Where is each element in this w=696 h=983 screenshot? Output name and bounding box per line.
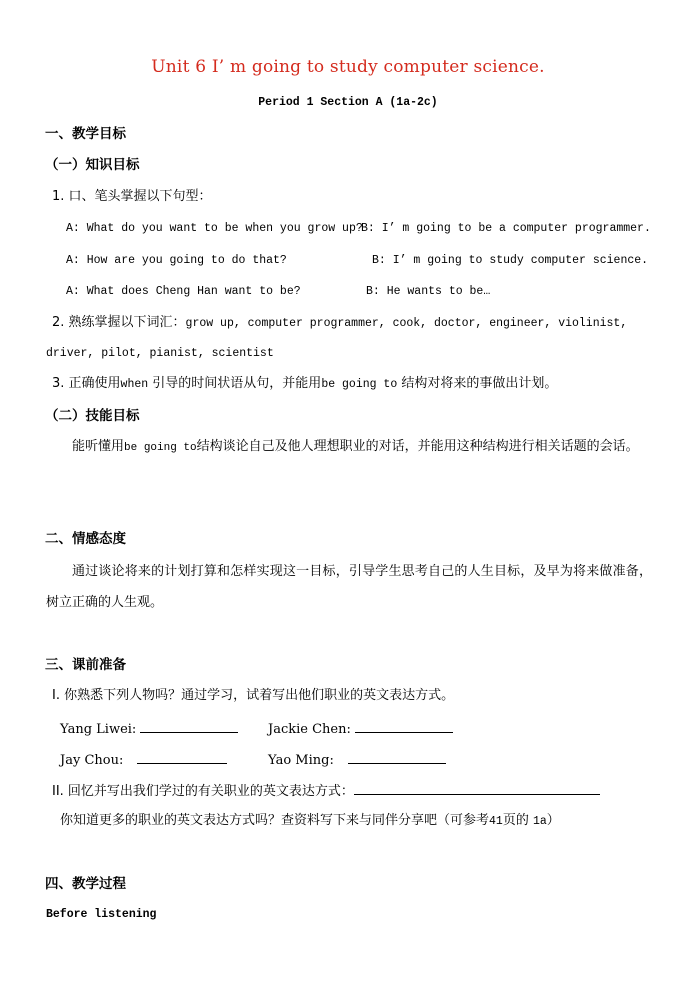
prep-item-3-post: ）: [546, 813, 560, 828]
skill-begoing: be going to: [124, 442, 197, 454]
item-3-pre: 3. 正确使用: [52, 376, 121, 391]
sentence-2b: B: I’ m going to study computer science.: [372, 254, 649, 267]
answer-blank[interactable]: [140, 720, 238, 733]
document-title: Unit 6 I’ m going to study computer science.: [151, 57, 545, 77]
sentence-1a: A: What do you want to be when you grow up?: [66, 222, 363, 235]
answer-blank[interactable]: [354, 782, 600, 795]
section-1-heading: 一、教学目标: [45, 126, 126, 142]
skill-post: 结构谈论自己及他人理想职业的对话，并能用这种结构进行相关话题的会话。: [196, 439, 639, 454]
person-label: Yang Liwei:: [60, 722, 137, 737]
item-3-begoing: be going to: [321, 378, 398, 391]
section-4-heading: 四、教学过程: [45, 876, 126, 892]
prep-item-2: [52, 782, 600, 800]
prep-item-3-mid: 页的: [502, 813, 529, 828]
section-3-heading: 三、课前准备: [45, 657, 126, 673]
knowledge-goals-heading: （一）知识目标: [45, 157, 140, 173]
person-row-4: [268, 751, 446, 769]
section-2-heading: 二、情感态度: [45, 531, 126, 547]
person-row-1: [60, 720, 238, 738]
item-3-line: [52, 376, 557, 393]
item-2-words-cont: driver, pilot, pianist, scientist: [46, 347, 274, 360]
item-3-post: 结构对将来的事做出计划。: [401, 376, 558, 391]
sentence-3b: B: He wants to be…: [366, 285, 491, 298]
prep-item-3-page: 41: [489, 815, 503, 828]
person-label: Jackie Chen:: [268, 722, 351, 737]
sentence-1b: B: I’ m going to be a computer programmer.: [361, 222, 651, 235]
sentence-2a: A: How are you going to do that?: [66, 254, 287, 267]
item-2-label: 2. 熟练掌握以下词汇：: [52, 315, 186, 330]
person-label: Jay Chou:: [60, 753, 124, 768]
item-3-when: when: [120, 378, 149, 391]
prep-item-3: [60, 813, 560, 830]
item-2-words: grow up, computer programmer, cook, doctor, engineer, violinist,: [185, 317, 628, 330]
person-label: Yao Ming:: [268, 753, 334, 768]
answer-blank[interactable]: [137, 751, 227, 764]
prep-item-2-text: II. 回忆并写出我们学过的有关职业的英文表达方式：: [52, 784, 354, 799]
item-2-line: [52, 315, 627, 332]
section-2-paragraph: 通过谈论将来的计划打算和怎样实现这一目标，引导学生思考自己的人生目标，及早为将来做准备，树立正确的人生观。: [46, 564, 652, 610]
sentence-3a: A: What does Cheng Han want to be?: [66, 285, 301, 298]
person-row-3: [60, 751, 227, 769]
answer-blank[interactable]: [348, 751, 446, 764]
before-listening-heading: Before listening: [46, 908, 157, 921]
item-3-mid: 引导的时间状语从句，并能用: [152, 376, 322, 391]
item-1-label: 1. 口、笔头掌握以下句型：: [52, 189, 212, 204]
person-row-2: [268, 720, 453, 738]
skill-goals-paragraph: [46, 431, 652, 464]
skill-pre: 能听懂用: [72, 439, 125, 454]
prep-item-3-pre: 你知道更多的职业的英文表达方式吗？查资料写下来与同伴分享吧（可参考: [60, 813, 490, 828]
skill-goals-heading: （二）技能目标: [45, 408, 140, 424]
prep-item-1: I. 你熟悉下列人物吗？通过学习，试着写出他们职业的英文表达方式。: [52, 688, 455, 703]
answer-blank[interactable]: [355, 720, 453, 733]
prep-item-3-ref: 1a: [532, 815, 547, 828]
document-subtitle: Period 1 Section A (1a-2c): [258, 96, 438, 109]
